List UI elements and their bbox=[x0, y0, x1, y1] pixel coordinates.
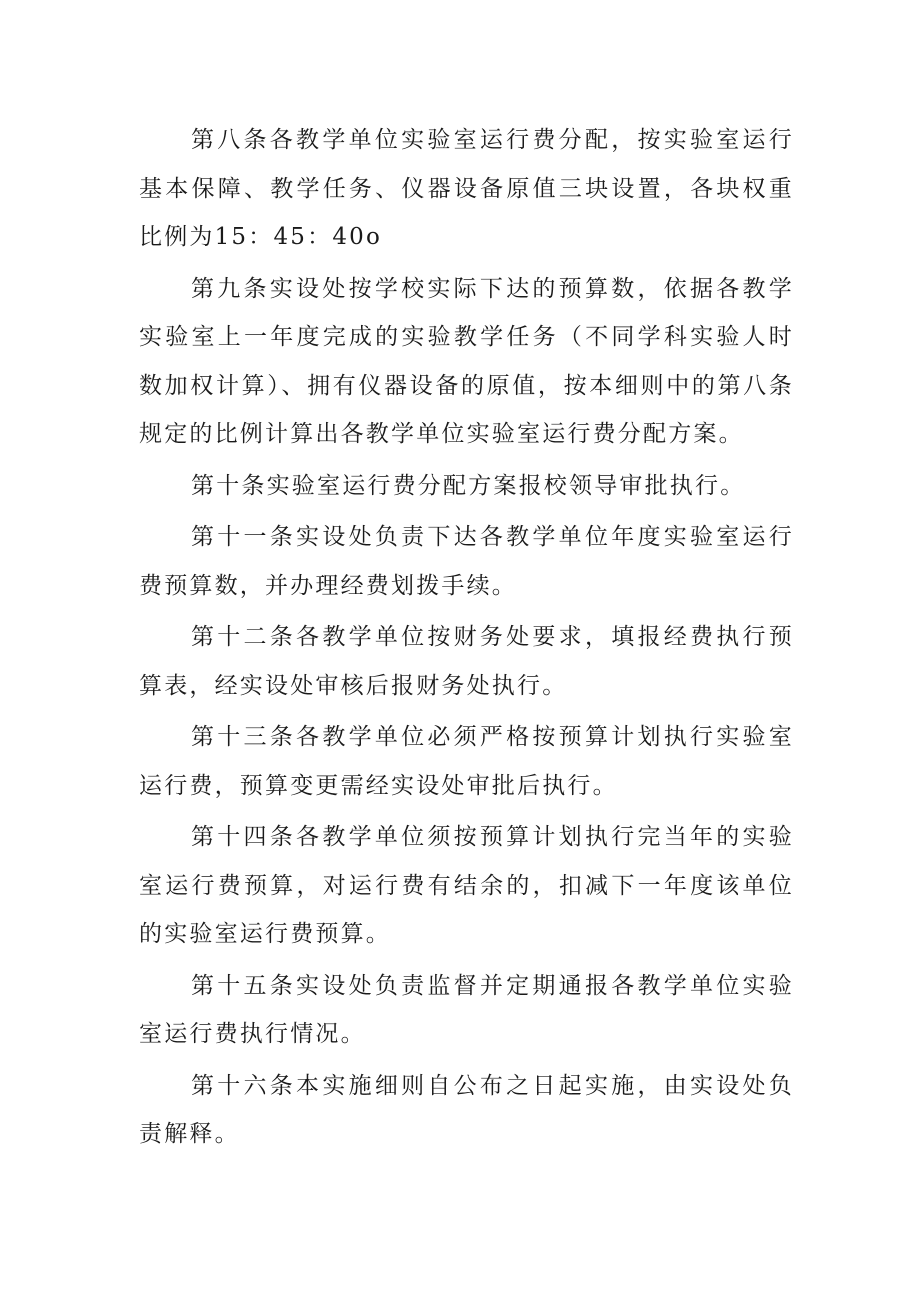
article-14-paragraph: 第十四条各教学单位须按预算计划执行完当年的实验室运行费预算，对运行费有结余的，扣减下一年度该单位的实验室运行费预算。 bbox=[139, 824, 794, 947]
article-9-paragraph: 第九条实设处按学校实际下达的预算数，依据各教学实验室上一年度完成的实验教学任务（不同学科实验人时数加权计算）、拥有仪器设备的原值，按本细则中的第八条规定的比例计算出各教学单位实验室运行费分配方案。 bbox=[139, 275, 794, 447]
article-8-paragraph: 第八条各教学单位实验室运行费分配，按实验室运行基本保障、教学任务、仪器设备原值三块设置，各块权重比例为15：45：40o bbox=[139, 127, 794, 250]
article-11-paragraph: 第十一条实设处负责下达各教学单位年度实验室运行费预算数，并办理经费划拨手续。 bbox=[139, 524, 794, 599]
document-body bbox=[139, 116, 794, 1162]
article-16-paragraph: 第十六条本实施细则自公布之日起实施，由实设处负责解释。 bbox=[139, 1072, 794, 1147]
article-10-paragraph: 第十条实验室运行费分配方案报校领导审批执行。 bbox=[191, 472, 746, 499]
article-12-paragraph: 第十二条各教学单位按财务处要求，填报经费执行预算表，经实设处审核后报财务处执行。 bbox=[139, 624, 794, 699]
article-13-paragraph: 第十三条各教学单位必须严格按预算计划执行实验室运行费，预算变更需经实设处审批后执行。 bbox=[139, 724, 794, 799]
article-15-paragraph: 第十五条实设处负责监督并定期通报各教学单位实验室运行费执行情况。 bbox=[139, 972, 794, 1047]
